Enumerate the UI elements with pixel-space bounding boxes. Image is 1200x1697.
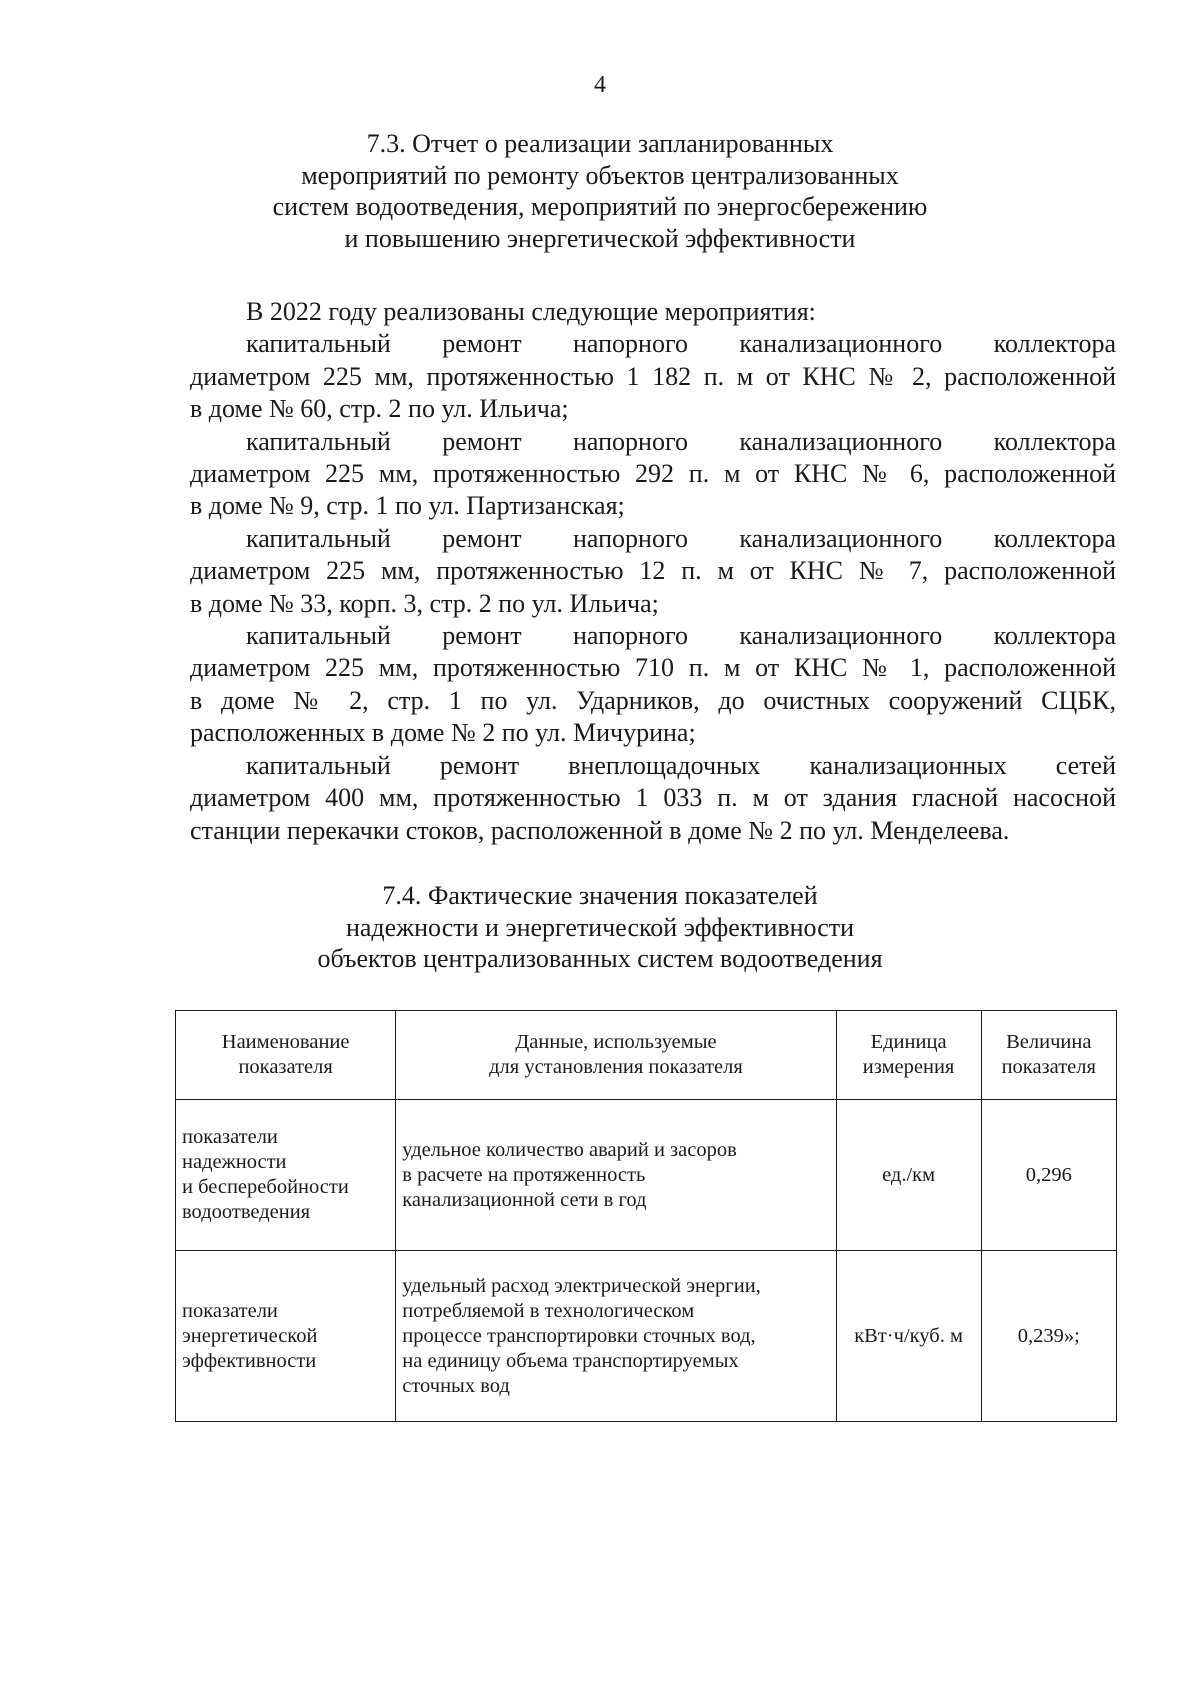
cell-data-used xyxy=(396,1100,836,1251)
cell-unit: кВт·ч/куб. м xyxy=(836,1251,981,1422)
measure-line: диаметром 225 мм, протяженностью 1 182 п. м от КНС № 2, расположенной xyxy=(190,361,1116,391)
header-line: Величина xyxy=(1006,1031,1092,1053)
cell-line: и бесперебойности xyxy=(182,1176,349,1198)
cell-line: на единицу объема транспортируемых xyxy=(402,1349,739,1372)
measure-item-3 xyxy=(190,523,1116,620)
measure-line: капитальный ремонт напорного канализационного коллектора xyxy=(246,523,1116,553)
cell-line: надежности xyxy=(182,1151,287,1173)
cell-data-used xyxy=(396,1251,836,1422)
cell-line: сточных вод xyxy=(402,1374,510,1397)
cell-indicator-name xyxy=(176,1100,396,1251)
cell-line: процессе транспортировки сточных вод, xyxy=(402,1324,756,1347)
header-value xyxy=(981,1011,1116,1100)
cell-line: удельное количество аварий и засоров xyxy=(402,1138,737,1161)
indicators-table xyxy=(175,1010,1117,1422)
section-7-4-title-line: надежности и энергетической эффективности xyxy=(345,912,855,942)
measure-line: в доме № 60, стр. 2 по ул. Ильича; xyxy=(190,394,569,424)
measure-line: в доме № 9, стр. 1 по ул. Партизанская; xyxy=(190,491,625,521)
measure-line: в доме № 33, корп. 3, стр. 2 по ул. Ильича; xyxy=(190,588,659,618)
cell-line: водоотведения xyxy=(182,1201,311,1223)
section-7-3-body xyxy=(190,296,1116,847)
section-7-3-title-line: и повышению энергетической эффективности xyxy=(344,223,856,253)
measure-line: капитальный ремонт напорного канализационного коллектора xyxy=(246,426,1116,456)
cell-value: 0,239»; xyxy=(981,1251,1116,1422)
table-header-row xyxy=(176,1011,1117,1100)
section-7-3-title-line: 7.3. Отчет о реализации запланированных xyxy=(366,129,834,158)
table-row xyxy=(176,1100,1117,1251)
header-line: измерения xyxy=(862,1056,955,1078)
header-line: для установления показателя xyxy=(489,1056,743,1078)
section-7-4-title-line: объектов централизованных систем водоотведения xyxy=(317,944,883,973)
section-7-4-title-line: 7.4. Фактические значения показателей xyxy=(382,881,818,910)
measure-line: капитальный ремонт напорного канализационного коллектора xyxy=(246,329,1116,359)
header-line: Единица xyxy=(870,1031,947,1053)
measure-line: диаметром 225 мм, протяженностью 12 п. м от КНС № 7, расположенной xyxy=(190,556,1116,586)
header-line: показателя xyxy=(1001,1056,1096,1078)
section-7-3-title-line: систем водоотведения, мероприятий по энергосбережению xyxy=(272,192,928,221)
measure-line: капитальный ремонт внеплощадочных канализационных сетей xyxy=(246,750,1116,780)
cell-line: энергетической xyxy=(182,1324,318,1347)
header-line: Данные, используемые xyxy=(515,1031,717,1053)
measure-line: диаметром 225 мм, протяженностью 292 п. м от КНС № 6, расположенной xyxy=(190,459,1116,489)
cell-line: канализационной сети в год xyxy=(402,1188,647,1211)
header-line: Наименование xyxy=(221,1031,350,1053)
cell-line: показатели xyxy=(182,1126,278,1148)
measure-item-4 xyxy=(190,620,1116,750)
measure-item-5 xyxy=(190,750,1116,847)
cell-line: потребляемой в технологическом xyxy=(402,1299,695,1322)
cell-indicator-name xyxy=(176,1251,396,1422)
header-unit xyxy=(836,1011,981,1100)
measure-line: станции перекачки стоков, расположенной в доме № 2 по ул. Менделеева. xyxy=(190,815,1010,845)
cell-line: показатели xyxy=(182,1299,278,1322)
section-7-3-title xyxy=(0,128,1200,254)
measure-item-1 xyxy=(190,328,1116,425)
measure-line: капитальный ремонт напорного канализационного коллектора xyxy=(246,621,1116,651)
cell-line: удельный расход электрической энергии, xyxy=(402,1274,761,1297)
cell-line: в расчете на протяженность xyxy=(402,1163,646,1186)
header-data-used xyxy=(396,1011,836,1100)
header-line: показателя xyxy=(238,1056,333,1078)
cell-line: эффективности xyxy=(182,1349,317,1372)
section-7-3-title-line: мероприятий по ремонту объектов централизованных xyxy=(301,160,899,190)
measure-line: расположенных в доме № 2 по ул. Мичурина; xyxy=(190,718,696,748)
measure-line: диаметром 225 мм, протяженностью 710 п. м от КНС № 1, расположенной xyxy=(190,653,1116,683)
page-number: 4 xyxy=(594,72,606,98)
table-row xyxy=(176,1251,1117,1422)
measure-item-2 xyxy=(190,426,1116,523)
measure-line: диаметром 400 мм, протяженностью 1 033 п. м от здания гласной насосной xyxy=(190,783,1116,813)
cell-unit: ед./км xyxy=(836,1100,981,1251)
intro-paragraph: В 2022 году реализованы следующие мероприятия: xyxy=(246,297,816,326)
section-7-4-title xyxy=(0,880,1200,975)
cell-value: 0,296 xyxy=(981,1100,1116,1251)
header-indicator-name xyxy=(176,1011,396,1100)
measure-line: в доме № 2, стр. 1 по ул. Ударников, до очистных сооружений СЦБК, xyxy=(190,685,1116,715)
